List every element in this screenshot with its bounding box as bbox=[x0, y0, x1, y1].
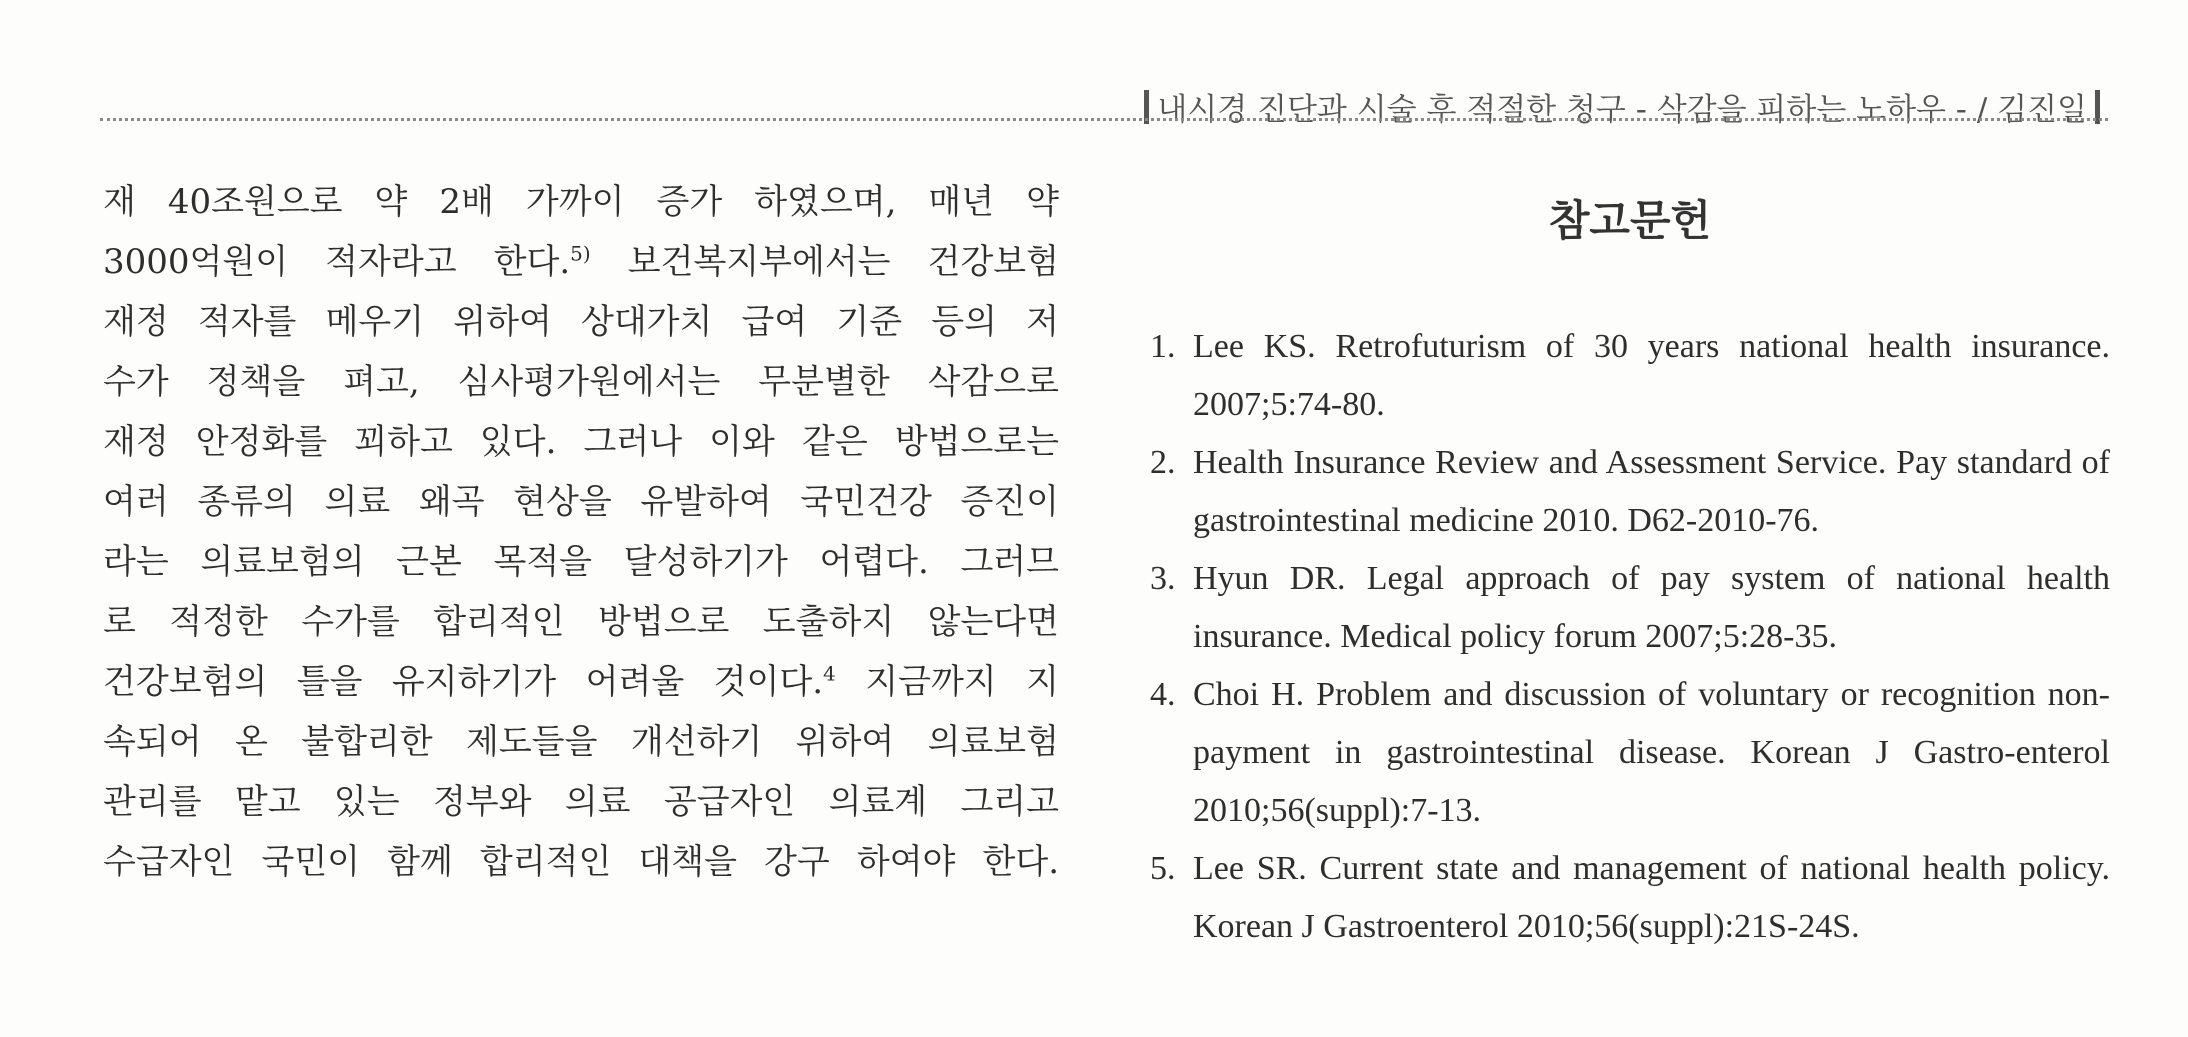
reference-text: Hyun DR. Legal approach of pay system of national health insurance. Medical policy forum 2007;5:28-35. bbox=[1193, 560, 2110, 655]
body-line: 재정 적자를 메우기 위하여 상대가치 급여 기준 등의 저 bbox=[103, 302, 1059, 342]
reference-text: Lee KS. Retrofuturism of 30 years national health insurance. 2007;5:74-80. bbox=[1193, 328, 2110, 423]
body-line: 여러 종류의 의료 왜곡 현상을 유발하여 국민건강 증진이 bbox=[103, 482, 1059, 522]
reference-item bbox=[1150, 318, 2110, 434]
reference-item bbox=[1150, 666, 2110, 840]
reference-number: 5. bbox=[1150, 850, 1176, 887]
body-line: 로 적정한 수가를 합리적인 방법으로 도출하지 않는다면 bbox=[103, 602, 1059, 642]
body-text-column bbox=[103, 172, 1059, 892]
body-line: 라는 의료보험의 근본 목적을 달성하기가 어렵다. 그러므 bbox=[103, 542, 1059, 582]
references-heading: 참고문헌 bbox=[1548, 196, 1712, 245]
header-dotted-rule bbox=[100, 118, 2108, 121]
body-line: 건강보험의 틀을 유지하기가 어려울 것이다.$^4$ 지금까지 지 bbox=[103, 661, 1059, 702]
reference-number: 1. bbox=[1150, 328, 1176, 365]
body-line: 재 40조원으로 약 2배 가까이 증가 하였으며, 매년 약 bbox=[103, 182, 1059, 222]
body-line: 속되어 온 불합리한 제도들을 개선하기 위하여 의료보험 bbox=[103, 722, 1059, 762]
body-line: 3000억원이 적자라고 한다.$^{5)}$ 보건복지부에서는 건강보험 bbox=[103, 241, 1060, 282]
citation-superscript: 5) bbox=[570, 241, 591, 266]
reference-item bbox=[1150, 550, 2110, 666]
body-line: 수가 정책을 펴고, 심사평가원에서는 무분별한 삭감으로 bbox=[103, 362, 1059, 402]
running-header bbox=[1136, 84, 2108, 129]
reference-text: Choi H. Problem and discussion of voluntary or recognition non-payment in gastrointestinal disease. Korean J Gastro-enterol 2010;56(suppl):7-13. bbox=[1193, 676, 2110, 829]
reference-text: Lee SR. Current state and management of national health policy. Korean J Gastroenterol 2010;56(suppl):21S-24S. bbox=[1193, 850, 2110, 945]
citation-superscript: 4 bbox=[823, 661, 836, 686]
reference-item bbox=[1150, 434, 2110, 550]
body-line: 수급자인 국민이 함께 합리적인 대책을 강구 하여야 한다. bbox=[103, 842, 1059, 882]
reference-item bbox=[1150, 840, 2110, 956]
body-line: 재정 안정화를 꾀하고 있다. 그러나 이와 같은 방법으로는 bbox=[103, 422, 1059, 462]
running-header-title: 내시경 진단과 시술 후 적절한 청구 - 삭감을 피하는 노하우 - / 김진일 bbox=[1157, 92, 2087, 128]
reference-text: Health Insurance Review and Assessment Service. Pay standard of gastrointestinal medicine 2010. D62-2010-76. bbox=[1193, 444, 2110, 539]
reference-number: 4. bbox=[1150, 676, 1176, 713]
reference-number: 2. bbox=[1150, 444, 1176, 481]
references-list bbox=[1150, 318, 2110, 956]
reference-number: 3. bbox=[1150, 560, 1176, 597]
body-line: 관리를 맡고 있는 정부와 의료 공급자인 의료계 그리고 bbox=[103, 782, 1059, 822]
